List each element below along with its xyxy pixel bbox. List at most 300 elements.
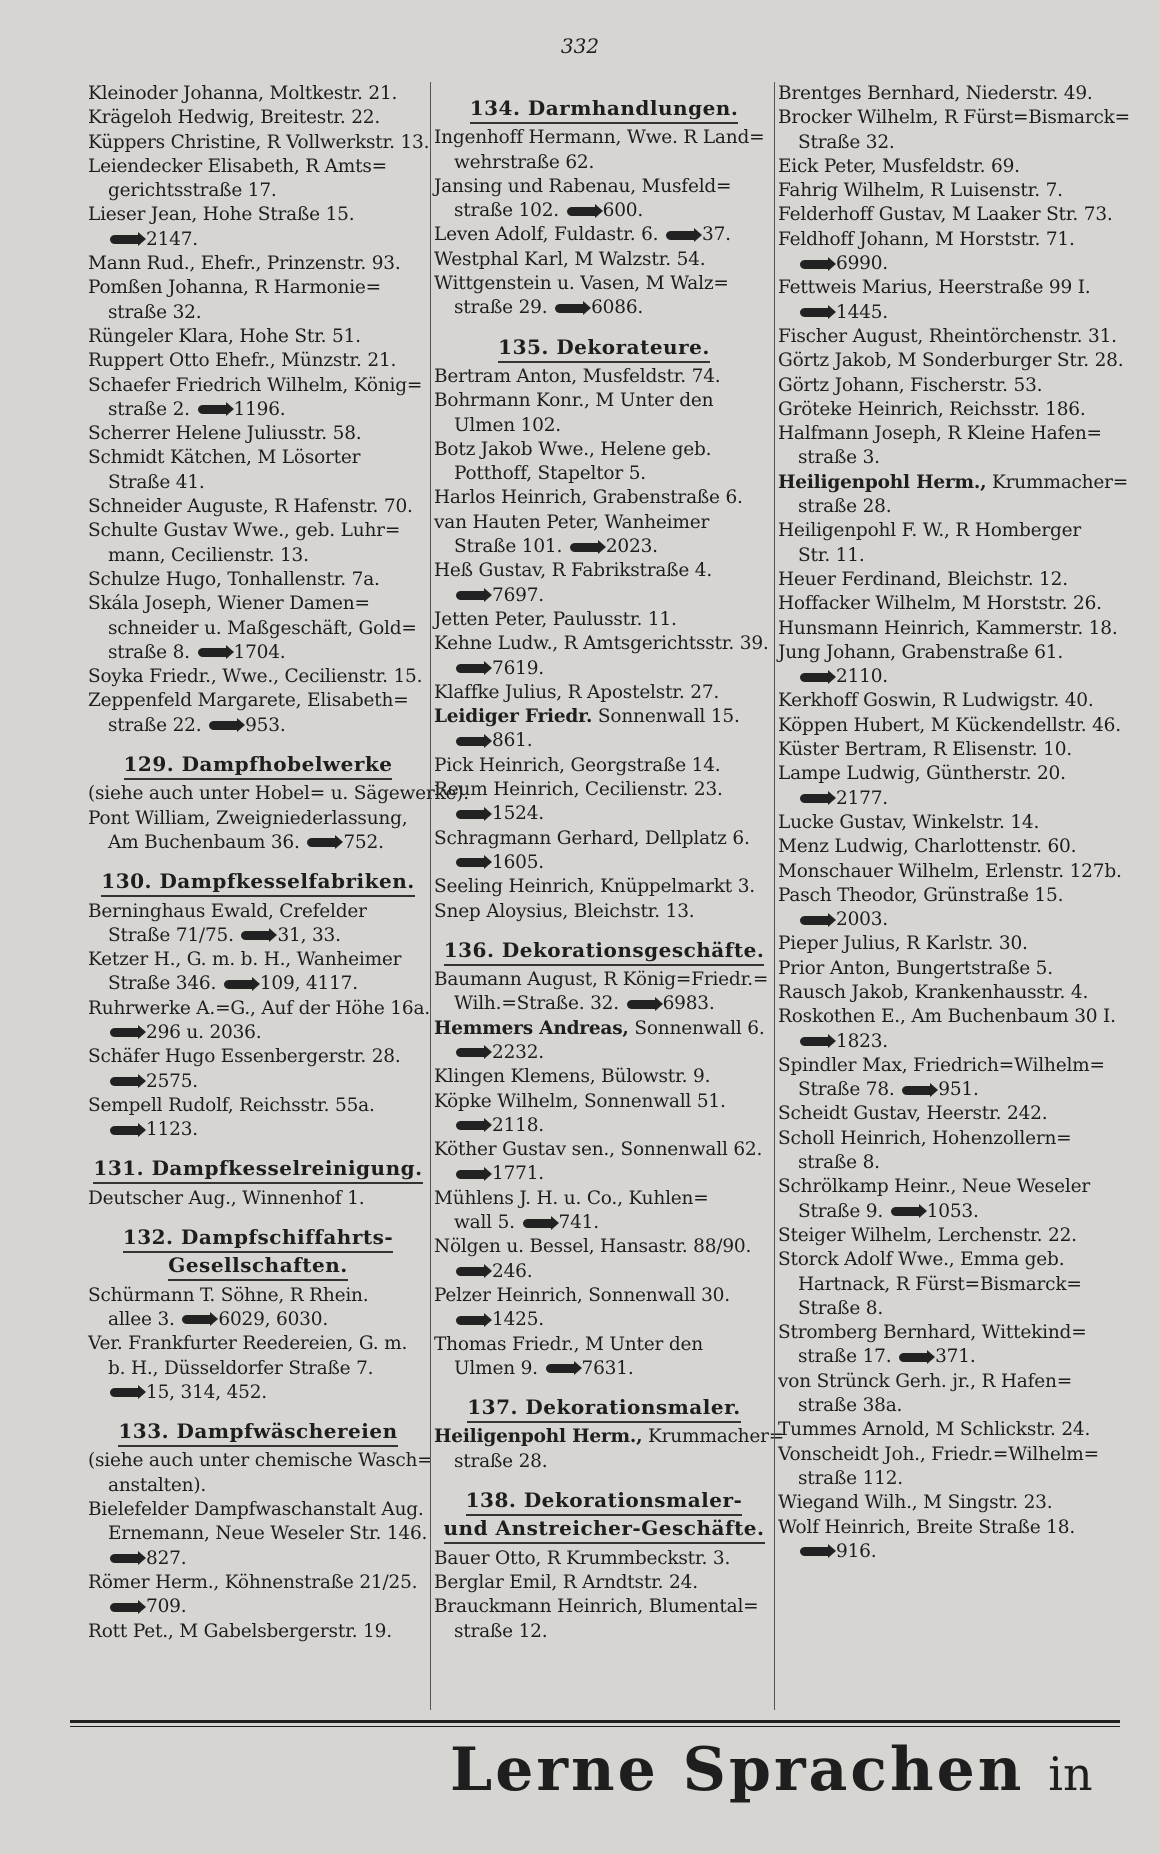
telephone-icon — [182, 1315, 212, 1324]
entry-text: Scherrer Helene Juliusstr. 58. — [88, 423, 362, 445]
entry-text: Bauer Otto, R Krummbeckstr. 3. — [434, 1547, 731, 1569]
directory-line — [88, 1595, 428, 1619]
directory-line — [778, 519, 1124, 543]
directory-line — [434, 248, 774, 272]
telephone-number: 752. — [343, 831, 384, 853]
telephone-number: 1605. — [492, 851, 544, 873]
directory-line — [778, 495, 1124, 519]
telephone-number: 31, 33. — [277, 924, 341, 946]
directory-line — [434, 223, 774, 247]
telephone-icon — [666, 231, 696, 240]
advert-tail: in — [1048, 1747, 1093, 1801]
directory-line — [434, 729, 774, 753]
directory-line — [88, 1449, 433, 1473]
section-heading-text: 136. Dekorationsgeschäfte. — [444, 938, 765, 966]
directory-line — [88, 349, 428, 373]
directory-line — [778, 762, 1124, 786]
directory-line — [434, 1260, 774, 1284]
entry-text: mann, Cecilienstr. 13. — [108, 544, 309, 566]
directory-line — [88, 1332, 428, 1356]
entry-text: Rott Pet., M Gabelsbergerstr. 19. — [88, 1620, 392, 1642]
telephone-number: 1524. — [492, 803, 544, 825]
directory-line — [778, 203, 1124, 227]
entry-text: Tummes Arnold, M Schlickstr. 24. — [778, 1419, 1091, 1441]
directory-line — [434, 1187, 774, 1211]
directory-line — [778, 689, 1124, 713]
directory-line — [88, 252, 428, 276]
directory-line — [434, 1235, 774, 1259]
directory-line — [778, 1443, 1124, 1467]
directory-line — [88, 179, 428, 203]
directory-line — [434, 1571, 774, 1595]
telephone-number: 371. — [935, 1346, 976, 1368]
telephone-icon — [800, 794, 830, 803]
directory-line — [434, 1620, 774, 1644]
entry-text: Schneider Auguste, R Hafenstr. 70. — [88, 496, 413, 518]
entry-text: Roskothen E., Am Buchenbaum 30 I. — [778, 1006, 1116, 1028]
telephone-icon — [570, 543, 600, 552]
entry-text: Scheidt Gustav, Heerstr. 242. — [778, 1103, 1048, 1125]
telephone-number: 953. — [245, 714, 286, 736]
entry-text: Ulmen 102. — [454, 414, 561, 436]
entry-text: Fahrig Wilhelm, R Luisenstr. 7. — [778, 180, 1063, 202]
directory-line — [88, 471, 428, 495]
entry-text: Berninghaus Ewald, Crefelder — [88, 900, 367, 922]
entry-text: Halfmann Joseph, R Kleine Hafen= — [778, 423, 1102, 445]
section-heading — [434, 1395, 774, 1419]
entry-text: Deutscher Aug., Winnenhof 1. — [88, 1187, 365, 1209]
entry-text: Ernemann, Neue Weseler Str. 146. — [108, 1523, 428, 1545]
telephone-icon — [800, 260, 830, 269]
telephone-number: 1445. — [836, 301, 888, 323]
directory-line — [778, 1127, 1124, 1151]
telephone-number: 2003. — [836, 909, 888, 931]
entry-text: Fettweis Marius, Heerstraße 99 I. — [778, 277, 1091, 299]
entry-text: Heß Gustav, R Fabrikstraße 4. — [434, 560, 713, 582]
telephone-icon — [800, 1547, 830, 1556]
telephone-number: 6983. — [662, 993, 715, 1015]
entry-text: Lucke Gustav, Winkelstr. 14. — [778, 811, 1040, 833]
directory-line — [434, 1017, 774, 1041]
telephone-icon — [891, 1207, 921, 1216]
directory-line — [778, 276, 1124, 300]
section-heading-text: 133. Dampfwäschereien — [118, 1419, 397, 1447]
directory-line — [778, 1102, 1124, 1126]
entry-text: Straße 41. — [108, 471, 205, 493]
entry-text: straße 32. — [108, 301, 202, 323]
entry-text: straße 3. — [798, 447, 880, 469]
entry-text: anstalten). — [108, 1474, 207, 1496]
directory-line — [434, 1425, 785, 1449]
directory-line — [778, 349, 1124, 373]
directory-line — [434, 438, 774, 462]
advert-main: Lerne Sprachen — [450, 1735, 1025, 1805]
directory-line — [88, 997, 428, 1021]
entry-text: Küppers Christine, R Vollwerkstr. 13. — [88, 131, 430, 153]
entry-text: Straße 8. — [798, 1297, 884, 1319]
directory-line — [88, 1547, 428, 1571]
entry-text: Brauckmann Heinrich, Blumental= — [434, 1596, 759, 1618]
directory-line — [778, 1175, 1124, 1199]
telephone-number: 2147. — [146, 228, 198, 250]
entry-text: Gröteke Heinrich, Reichsstr. 186. — [778, 398, 1086, 420]
telephone-icon — [800, 1037, 830, 1046]
entry-text: Wiegand Wilh., M Singstr. 23. — [778, 1492, 1053, 1514]
entry-text: straße 28. — [454, 1450, 548, 1472]
entry-text: Jansing und Rabenau, Musfeld= — [434, 175, 732, 197]
directory-line — [434, 875, 774, 899]
directory-line — [434, 851, 774, 875]
directory-line — [778, 1418, 1124, 1442]
entry-text: Ruhrwerke A.=G., Auf der Höhe 16a. — [88, 997, 430, 1019]
entry-text: Heiligenpohl F. W., R Homberger — [778, 520, 1082, 542]
entry-text: Hoffacker Wilhelm, M Horststr. 26. — [778, 593, 1102, 615]
entry-text: Sempell Rudolf, Reichsstr. 55a. — [88, 1094, 375, 1116]
entry-text: Hartnack, R Fürst=Bismarck= — [798, 1273, 1082, 1295]
telephone-number: 709. — [146, 1596, 187, 1618]
directory-line — [434, 296, 774, 320]
directory-line — [88, 1474, 428, 1498]
telephone-number: 827. — [146, 1547, 187, 1569]
telephone-icon — [110, 1077, 140, 1086]
section-heading-text: 135. Dekorateure. — [498, 335, 710, 363]
directory-line — [88, 544, 428, 568]
telephone-number: 15, 314, 452. — [146, 1381, 267, 1403]
directory-line — [88, 1308, 428, 1332]
directory-line — [434, 1284, 774, 1308]
directory-line — [778, 714, 1124, 738]
telephone-number: 600. — [602, 200, 644, 222]
entry-text: Bertram Anton, Musfeldstr. 74. — [434, 365, 721, 387]
entry-text: Skála Joseph, Wiener Damen= — [88, 593, 370, 615]
entry-text: Straße 346. — [108, 973, 217, 995]
entry-text: straße 29. — [454, 297, 548, 319]
entry-text: Monschauer Wilhelm, Erlenstr. 127b. — [778, 860, 1122, 882]
directory-line — [778, 957, 1124, 981]
entry-text: Krägeloh Hedwig, Breitestr. 22. — [88, 107, 381, 129]
telephone-icon — [902, 1086, 932, 1095]
directory-line — [778, 179, 1124, 203]
entry-text: schneider u. Maßgeschäft, Gold= — [108, 617, 417, 639]
directory-line — [434, 1450, 774, 1474]
telephone-icon — [627, 1000, 657, 1009]
entry-text: Köther Gustav sen., Sonnenwall 62. — [434, 1139, 763, 1161]
entry-text: Ruppert Otto Ehefr., Münzstr. 21. — [88, 350, 397, 372]
entry-name-bold: Leidiger Friedr. — [434, 706, 593, 728]
entry-text: Pick Heinrich, Georgstraße 14. — [434, 754, 721, 776]
directory-line — [778, 1248, 1124, 1272]
section-heading — [434, 938, 774, 962]
directory-line — [88, 641, 428, 665]
telephone-number: 2023. — [605, 536, 658, 558]
directory-line — [434, 1090, 774, 1114]
entry-text: Schragmann Gerhard, Dellplatz 6. — [434, 827, 750, 849]
entry-text: Pont William, Zweigniederlassung, — [88, 807, 408, 829]
entry-text: van Hauten Peter, Wanheimer — [434, 511, 710, 533]
telephone-icon — [209, 721, 239, 730]
telephone-number: 246. — [492, 1260, 533, 1282]
entry-text: Pomßen Johanna, R Harmonie= — [88, 277, 381, 299]
entry-text: Wilh.=Straße. 32. — [454, 993, 619, 1015]
entry-text: Sonnenwall 6. — [628, 1017, 765, 1039]
directory-line — [88, 807, 428, 831]
entry-text: Snep Aloysius, Bleichstr. 13. — [434, 900, 695, 922]
telephone-icon — [456, 1316, 486, 1325]
telephone-number: 2232. — [492, 1041, 544, 1063]
entry-text: Wolf Heinrich, Breite Straße 18. — [778, 1516, 1076, 1538]
telephone-icon — [456, 664, 486, 673]
entry-text: Görtz Johann, Fischerstr. 53. — [778, 374, 1043, 396]
entry-text: Kehne Ludw., R Amtsgerichtsstr. 39. — [434, 633, 769, 655]
entry-text: b. H., Düsseldorfer Straße 7. — [108, 1357, 374, 1379]
directory-line — [88, 1045, 428, 1069]
telephone-icon — [546, 1364, 576, 1373]
telephone-icon — [523, 1219, 553, 1228]
directory-line — [778, 544, 1124, 568]
directory-line — [434, 584, 774, 608]
telephone-icon — [456, 810, 486, 819]
directory-line — [434, 705, 774, 729]
entry-text: Baumann August, R König=Friedr.= — [434, 969, 769, 991]
entry-text: Steiger Wilhelm, Lerchenstr. 22. — [778, 1224, 1077, 1246]
directory-line — [88, 900, 428, 924]
directory-line — [778, 1151, 1124, 1175]
directory-line — [434, 559, 774, 583]
telephone-number: 1196. — [233, 398, 286, 420]
entry-text: Schrölkamp Heinr., Neue Weseler — [778, 1176, 1091, 1198]
directory-line — [88, 1070, 428, 1094]
entry-text: Heuer Ferdinand, Bleichstr. 12. — [778, 568, 1068, 590]
directory-line — [434, 1138, 774, 1162]
directory-line — [778, 155, 1124, 179]
entry-text: Kerkhoff Goswin, R Ludwigstr. 40. — [778, 690, 1094, 712]
directory-line — [88, 1620, 428, 1644]
directory-line — [778, 1224, 1124, 1248]
directory-line — [434, 681, 774, 705]
directory-line — [778, 1370, 1124, 1394]
entry-text: Vonscheidt Joh., Friedr.=Wilhelm= — [778, 1443, 1099, 1465]
telephone-icon — [110, 1554, 140, 1563]
entry-text: Pieper Julius, R Karlstr. 30. — [778, 933, 1028, 955]
directory-line — [778, 860, 1124, 884]
entry-text: Ingenhoff Hermann, Wwe. R Land= — [434, 127, 765, 149]
directory-line — [434, 199, 774, 223]
directory-line — [434, 754, 774, 778]
telephone-number: 2177. — [836, 787, 888, 809]
telephone-icon — [800, 673, 830, 682]
directory-line — [778, 1297, 1124, 1321]
telephone-number: 7697. — [492, 584, 544, 606]
entry-text: Seeling Heinrich, Knüppelmarkt 3. — [434, 876, 755, 898]
column-1 — [88, 82, 469, 1644]
entry-text: straße 28. — [798, 496, 892, 518]
telephone-icon — [800, 916, 830, 925]
entry-text: Pasch Theodor, Grünstraße 15. — [778, 884, 1064, 906]
entry-text: Rüngeler Klara, Hohe Str. 51. — [88, 325, 361, 347]
section-heading-text: 132. Dampfschiffahrts- — [123, 1225, 393, 1253]
directory-line — [434, 632, 774, 656]
directory-line — [778, 568, 1124, 592]
entry-text: Am Buchenbaum 36. — [108, 831, 300, 853]
section-heading — [88, 752, 428, 776]
directory-line — [434, 1114, 774, 1138]
directory-line — [778, 1345, 1124, 1369]
directory-line — [434, 389, 774, 413]
directory-line — [778, 446, 1124, 470]
directory-line — [88, 325, 428, 349]
entry-text: Soyka Friedr., Wwe., Cecilienstr. 15. — [88, 666, 423, 688]
entry-text: Jetten Peter, Paulusstr. 11. — [434, 608, 677, 630]
directory-line — [778, 1321, 1124, 1345]
entry-text: Küster Bertram, R Elisenstr. 10. — [778, 739, 1072, 761]
directory-line — [778, 252, 1124, 276]
entry-text: Ver. Frankfurter Reedereien, G. m. — [88, 1333, 408, 1355]
telephone-number: 7631. — [581, 1357, 634, 1379]
directory-line — [88, 1522, 428, 1546]
directory-line — [778, 131, 1124, 155]
telephone-number: 1823. — [836, 1030, 888, 1052]
directory-line — [778, 932, 1124, 956]
entry-text: Kleinoder Johanna, Moltkestr. 21. — [88, 83, 398, 104]
telephone-number: 2110. — [836, 666, 888, 688]
directory-line — [88, 617, 428, 641]
column-divider — [774, 82, 775, 1710]
page-number: 332 — [560, 34, 600, 58]
directory-line — [434, 968, 774, 992]
telephone-number: 1425. — [492, 1309, 544, 1331]
directory-line — [88, 446, 428, 470]
directory-line — [88, 972, 428, 996]
directory-line — [88, 1498, 428, 1522]
section-heading-text: 138. Dekorationsmaler- — [466, 1488, 743, 1516]
directory-line — [778, 82, 1124, 106]
telephone-number: 1771. — [492, 1163, 544, 1185]
section-heading — [434, 1516, 774, 1540]
directory-line — [434, 1595, 774, 1619]
directory-line — [778, 228, 1124, 252]
entry-text: straße 8. — [798, 1152, 880, 1174]
section-heading — [88, 1419, 428, 1443]
telephone-number: 7619. — [492, 657, 544, 679]
directory-line — [434, 802, 774, 826]
telephone-icon — [110, 1126, 140, 1135]
entry-text: Nölgen u. Bessel, Hansastr. 88/90. — [434, 1236, 752, 1258]
directory-line — [88, 301, 428, 325]
entry-text: allee 3. — [108, 1308, 175, 1330]
directory-line — [88, 82, 428, 106]
directory-line — [434, 827, 774, 851]
directory-line — [434, 365, 774, 389]
entry-text: wall 5. — [454, 1212, 515, 1234]
directory-line — [778, 908, 1124, 932]
entry-text: Stromberg Bernhard, Wittekind= — [778, 1322, 1087, 1344]
directory-line — [778, 641, 1124, 665]
section-heading — [88, 1253, 428, 1277]
directory-line — [434, 126, 774, 150]
telephone-icon — [899, 1353, 929, 1362]
directory-line — [434, 1357, 774, 1381]
section-heading-text: 130. Dampfkesselfabriken. — [101, 869, 414, 897]
directory-line — [434, 1211, 774, 1235]
entry-text: Thomas Friedr., M Unter den — [434, 1333, 703, 1355]
entry-text: straße 12. — [454, 1620, 548, 1642]
entry-text: Leiendecker Elisabeth, R Amts= — [88, 155, 387, 177]
entry-text: (siehe auch unter Hobel= u. Sägewerke). — [88, 783, 469, 805]
column-3 — [778, 82, 1130, 1564]
telephone-icon — [555, 304, 585, 313]
directory-line — [778, 738, 1124, 762]
entry-text: Schäfer Hugo Essenbergerstr. 28. — [88, 1046, 401, 1068]
section-heading — [434, 1488, 774, 1512]
directory-line — [778, 1273, 1124, 1297]
directory-line — [778, 471, 1129, 495]
telephone-icon — [307, 838, 337, 847]
directory-line — [88, 1357, 428, 1381]
directory-line — [434, 1333, 774, 1357]
entry-text: Görtz Jakob, M Sonderburger Str. 28. — [778, 350, 1124, 372]
directory-line — [778, 1054, 1124, 1078]
directory-line — [778, 106, 1130, 130]
directory-line — [434, 900, 774, 924]
directory-line — [434, 535, 774, 559]
entry-text: Str. 11. — [798, 544, 865, 566]
directory-line — [434, 657, 774, 681]
directory-line — [88, 1094, 428, 1118]
telephone-icon — [110, 1388, 140, 1397]
entry-text: Klingen Klemens, Bülowstr. 9. — [434, 1066, 711, 1088]
entry-text: Rausch Jakob, Krankenhausstr. 4. — [778, 981, 1089, 1003]
directory-line — [88, 422, 428, 446]
telephone-icon — [456, 1170, 486, 1179]
entry-text: Berglar Emil, R Arndtstr. 24. — [434, 1571, 698, 1593]
entry-text: Schulze Hugo, Tonhallenstr. 7a. — [88, 568, 380, 590]
telephone-icon — [224, 980, 254, 989]
entry-text: Klaffke Julius, R Apostelstr. 27. — [434, 681, 720, 703]
entry-text: straße 2. — [108, 398, 190, 420]
entry-text: Jung Johann, Grabenstraße 61. — [778, 641, 1064, 663]
telephone-icon — [456, 737, 486, 746]
entry-text: gerichtsstraße 17. — [108, 180, 277, 202]
entry-text: Storck Adolf Wwe., Emma geb. — [778, 1249, 1065, 1271]
section-heading — [88, 869, 428, 893]
entry-text: Sonnenwall 15. — [592, 706, 740, 728]
directory-line — [88, 155, 428, 179]
directory-line — [778, 665, 1124, 689]
directory-line — [88, 924, 428, 948]
directory-line — [778, 1516, 1124, 1540]
entry-text: Köppen Hubert, M Kückendellstr. 46. — [778, 714, 1121, 736]
entry-text: Potthoff, Stapeltor 5. — [454, 463, 646, 485]
section-heading — [88, 1225, 428, 1249]
telephone-icon — [800, 308, 830, 317]
entry-text: Straße 101. — [454, 536, 563, 558]
telephone-number: 741. — [558, 1212, 599, 1234]
entry-text: Botz Jakob Wwe., Helene geb. — [434, 438, 712, 460]
telephone-number: 6029, 6030. — [218, 1308, 328, 1330]
telephone-number: 1704. — [233, 641, 286, 663]
entry-text: Scholl Heinrich, Hohenzollern= — [778, 1127, 1072, 1149]
entry-text: straße 17. — [798, 1346, 892, 1368]
directory-line — [88, 374, 428, 398]
directory-line — [778, 1540, 1124, 1564]
entry-text: Köpke Wilhelm, Sonnenwall 51. — [434, 1090, 726, 1112]
telephone-icon — [110, 1028, 140, 1037]
entry-text: straße 38a. — [798, 1395, 903, 1417]
section-heading-text: und Anstreicher-Geschäfte. — [444, 1516, 765, 1544]
directory-line — [88, 782, 469, 806]
directory-line — [778, 884, 1124, 908]
telephone-number: 1123. — [146, 1119, 198, 1141]
